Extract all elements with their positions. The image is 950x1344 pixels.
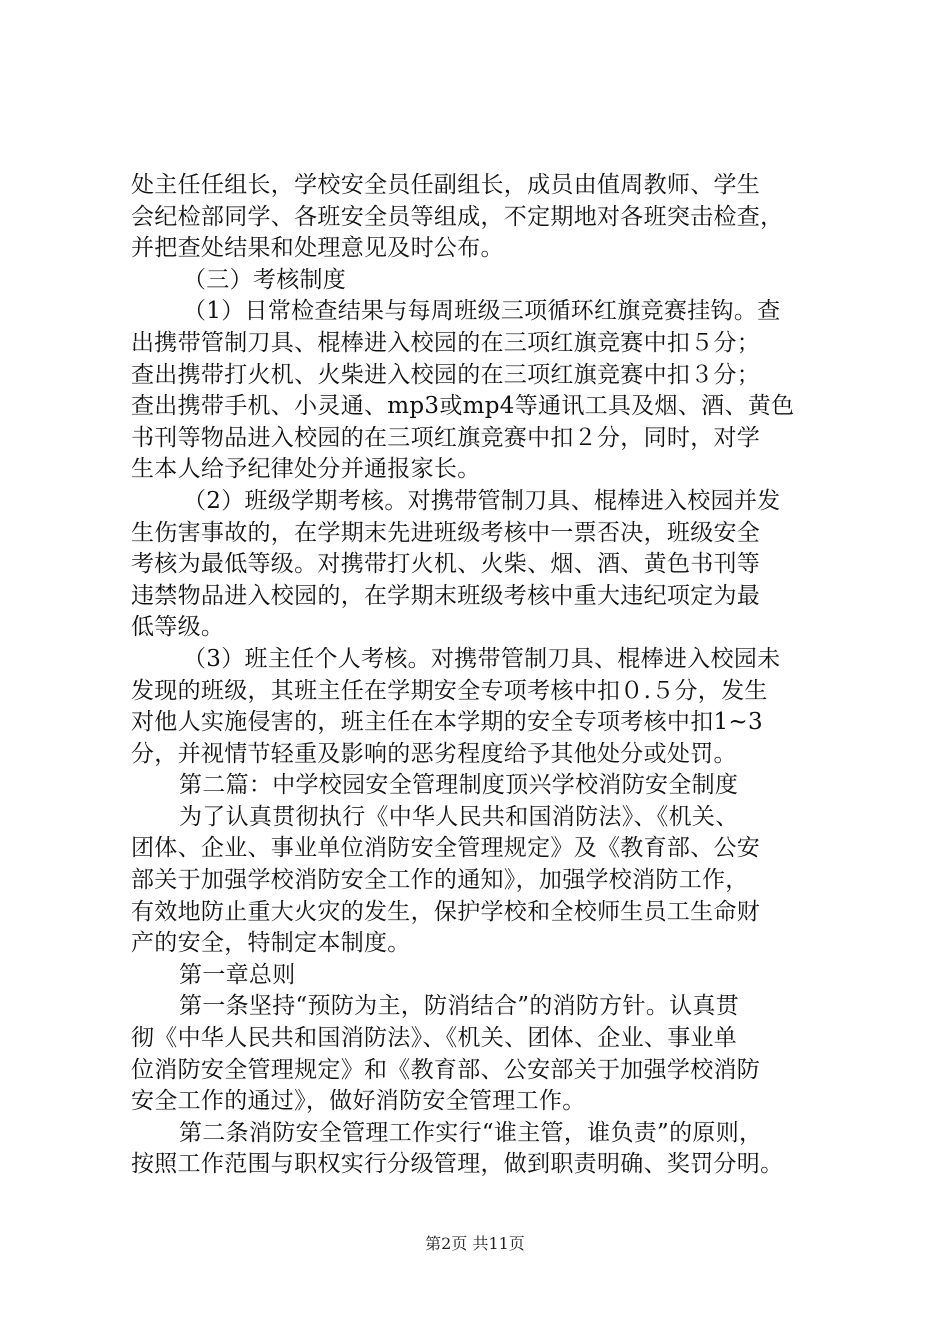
text-line: 为了认真贯彻执行《中华人民共和国消防法》、《机关、 [179, 803, 739, 830]
text-line: 低等级。 [131, 614, 225, 641]
text-line: 对他人实施侵害的，班主任在本学期的安全专项考核中扣1~3 [131, 709, 763, 736]
section-heading: 第一章总则 [179, 961, 296, 988]
text-line: 书刊等物品进入校园的在三项红旗竞赛中扣２分，同时，对学 [131, 424, 761, 451]
text-line: （2）班级学期考核。对携带管制刀具、棍棒进入校园并发 [183, 487, 781, 514]
section-heading: （三）考核制度 [183, 266, 347, 293]
document-body [131, 170, 843, 1181]
text-line: 安全工作的通过》，做好消防安全管理工作。 [131, 1088, 586, 1115]
text-line: （1）日常检查结果与每周班级三项循环红旗竞赛挂钩。查 [183, 298, 781, 325]
text-line: 彻《中华人民共和国消防法》、《机关、团体、企业、事业单 [131, 1025, 738, 1052]
text-line: 位消防安全管理规定》和《教育部、公安部关于加强学校消防 [131, 1056, 761, 1083]
text-line: 考核为最低等级。对携带打火机、火柴、烟、酒、黄色书刊等 [131, 551, 761, 578]
text-line: 第一条坚持“预防为主，防消结合”的消防方针。认真贯 [179, 993, 740, 1020]
text-line: 违禁物品进入校园的，在学期末班级考核中重大违纪项定为最 [131, 582, 761, 609]
text-line: 处主任任组长，学校安全员任副组长，成员由值周教师、学生 [131, 172, 761, 198]
text-line: 生伤害事故的，在学期末先进班级考核中一票否决，班级安全 [131, 519, 761, 546]
text-line: 部关于加强学校消防安全工作的通知》，加强学校消防工作， [131, 867, 749, 894]
text-line: 有效地防止重大火灾的发生，保护学校和全校师生员工生命财 [131, 898, 761, 925]
text-line: 团体、企业、事业单位消防安全管理规定》及《教育部、公安 [131, 835, 761, 862]
text-line: 分，并视情节轻重及影响的恶劣程度给予其他处分或处罚。 [131, 740, 737, 767]
text-line: 查出携带打火机、火柴进入校园的在三项红旗竞赛中扣３分； [131, 361, 761, 388]
chapter-title: 第二篇：中学校园安全管理制度顶兴学校消防安全制度 [179, 772, 739, 799]
text-line: 会纪检部同学、各班安全员等组成，不定期地对各班突击检查， [131, 203, 784, 230]
text-line: 产的安全，特制定本制度。 [131, 930, 411, 957]
text-line: 查出携带手机、小灵通、mp3或mp4等通讯工具及烟、酒、黄色 [131, 393, 795, 420]
page-number-footer: 第2页 共11页 [425, 1234, 525, 1253]
text-line: 出携带管制刀具、棍棒进入校园的在三项红旗竞赛中扣５分； [131, 329, 761, 356]
text-line: （3）班主任个人考核。对携带管制刀具、棍棒进入校园未 [183, 645, 781, 672]
text-line: 并把查处结果和处理意见及时公布。 [131, 235, 504, 262]
text-line: 按照工作范围与职权实行分级管理，做到职责明确、奖罚分明。 [131, 1151, 784, 1178]
text-line: 发现的班级，其班主任在学期安全专项考核中扣０.５分，发生 [131, 677, 768, 704]
text-line: 生本人给予纪律处分并通报家长。 [131, 456, 481, 483]
text-line: 第二条消防安全管理工作实行“谁主管，谁负责”的原则， [179, 1119, 763, 1146]
